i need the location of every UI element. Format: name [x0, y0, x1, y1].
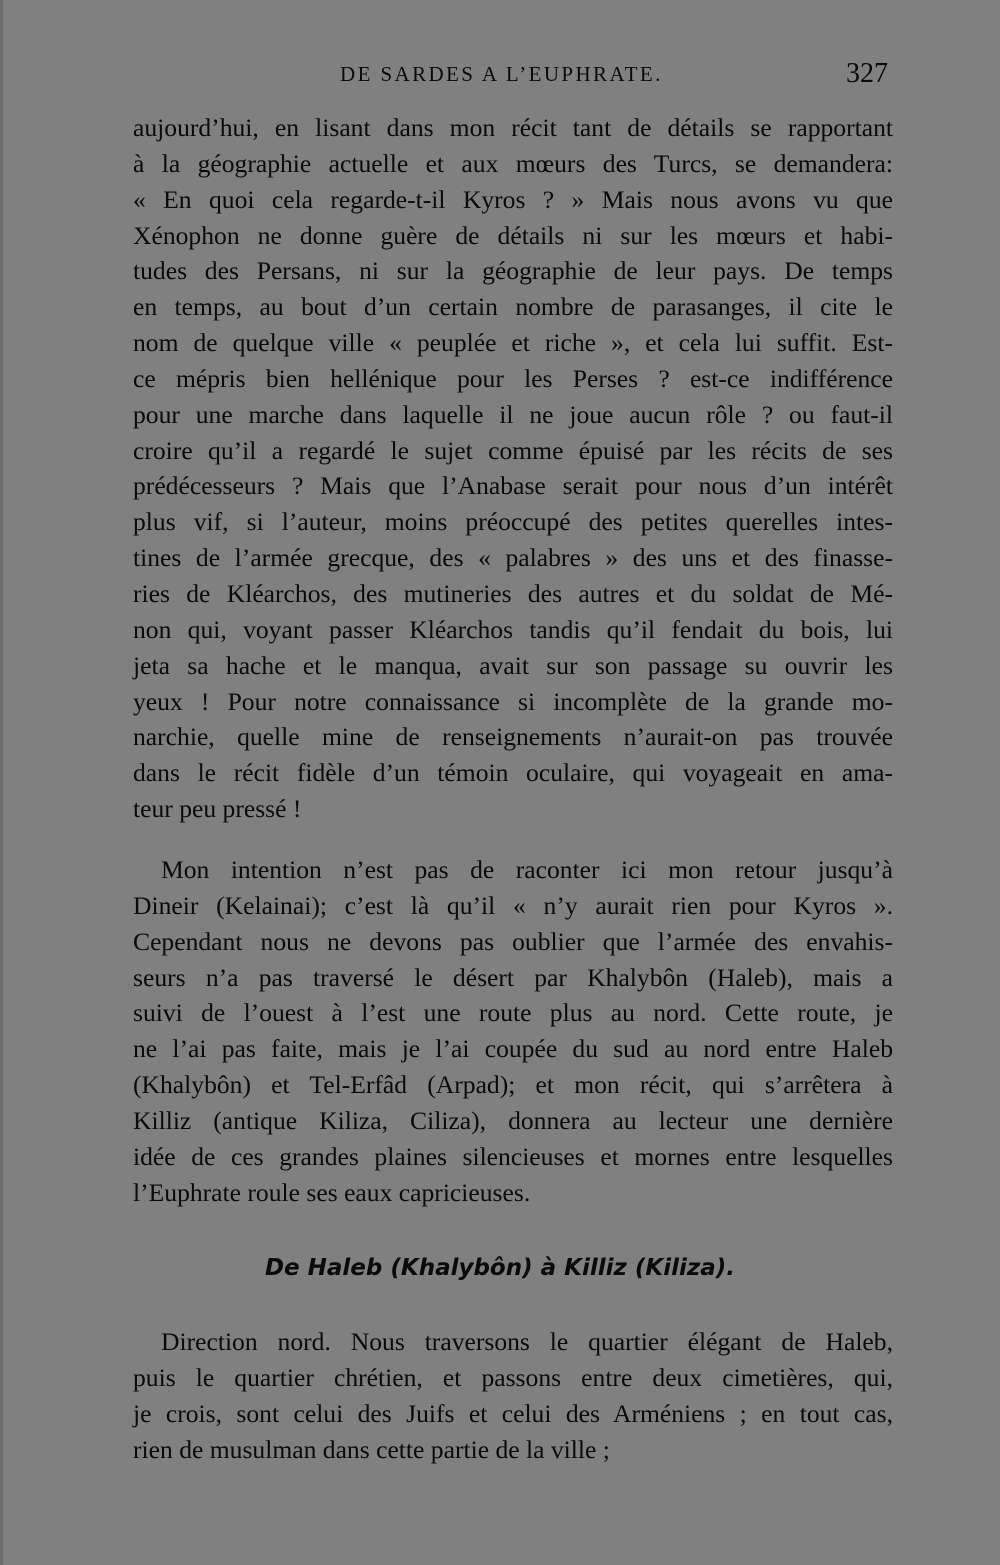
text-line: « En quoi cela regarde-t-il Kyros ? » Mais nous avons vu que — [133, 184, 893, 214]
page-number: 327 — [846, 58, 888, 89]
text-line: Killiz (antique Kiliza, Ciliza), donnera au lecteur une dernière — [133, 1105, 893, 1135]
text-line: ne l’ai pas faite, mais je l’ai coupée du sud au nord entre Haleb — [133, 1034, 893, 1064]
section-heading: De Haleb (Khalybôn) à Killiz (Kiliza). — [264, 1255, 736, 1281]
text-line: seurs n’a pas traversé le désert par Khalybôn (Haleb), mais a — [133, 962, 893, 992]
text-line: idée de ces grandes plaines silencieuses et mornes entre lesquelles — [133, 1141, 893, 1171]
text-line: ries de Kléarchos, des mutineries des autres et du soldat de Mé- — [133, 578, 893, 608]
text-line: puis le quartier chrétien, et passons entre deux cimetières, qui, — [133, 1362, 893, 1392]
text-line: Direction nord. Nous traversons le quartier élégant de Haleb, — [161, 1327, 893, 1356]
running-head: DE SARDES A L’EUPHRATE. — [340, 62, 663, 86]
text-line: tines de l’armée grecque, des « palabres » des uns et des finasse- — [133, 543, 893, 573]
text-line: rien de musulman dans cette partie de la ville ; — [133, 1434, 610, 1464]
paragraph-1 — [133, 110, 893, 827]
text-line: tudes des Persans, ni sur la géographie de leur pays. De temps — [133, 256, 893, 286]
page-edge — [0, 0, 3, 1565]
text-line: prédécesseurs ? Mais que l’Anabase serait pour nous d’un intérêt — [133, 471, 893, 501]
text-line: aujourd’hui, en lisant dans mon récit tant de détails se rapportant — [133, 113, 893, 142]
text-line: Mon intention n’est pas de raconter ici mon retour jusqu’à — [161, 855, 893, 884]
text-line: narchie, quelle mine de renseignements n’aurait-on pas trouvée — [133, 722, 893, 752]
text-line: non qui, voyant passer Kléarchos tandis qu’il fendait du bois, lui — [133, 614, 893, 644]
text-line: jeta sa hache et le manqua, avait sur son passage su ouvrir les — [133, 650, 893, 680]
text-line: pour une marche dans laquelle il ne joue aucun rôle ? ou faut-il — [133, 399, 893, 429]
text-line: en temps, au bout d’un certain nombre de parasanges, il cite le — [133, 292, 893, 322]
text-line: suivi de l’ouest à l’est une route plus au nord. Cette route, je — [133, 998, 893, 1028]
text-line: (Khalybôn) et Tel-Erfâd (Arpad); et mon récit, qui s’arrêtera à — [133, 1070, 893, 1100]
text-line: ce mépris bien hellénique pour les Perses ? est-ce indifférence — [133, 363, 893, 393]
text-line: croire qu’il a regardé le sujet comme épuisé par les récits de ses — [133, 435, 893, 465]
text-line: Dineir (Kelainai); c’est là qu’il « n’y aurait rien pour Kyros ». — [133, 890, 893, 920]
text-line: nom de quelque ville « peuplée et riche », et cela lui suffit. Est- — [133, 328, 893, 358]
text-line: je crois, sont celui des Juifs et celui des Arméniens ; en tout cas, — [133, 1398, 893, 1428]
text-line: plus vif, si l’auteur, moins préoccupé des petites querelles intes- — [133, 507, 893, 537]
text-line: dans le récit fidèle d’un témoin oculaire, qui voyageait en ama- — [133, 758, 893, 788]
paragraph-3 — [133, 1324, 893, 1484]
text-line: yeux ! Pour notre connaissance si incomplète de la grande mo- — [133, 686, 893, 716]
text-line: Cependant nous ne devons pas oublier que l’armée des envahis- — [133, 926, 893, 956]
text-line: teur peu pressé ! — [133, 794, 302, 824]
text-line: l’Euphrate roule ses eaux capricieuses. — [133, 1177, 531, 1207]
text-line: à la géographie actuelle et aux mœurs des Turcs, se demandera: — [133, 148, 893, 178]
paragraph-2 — [133, 852, 893, 1210]
text-line: Xénophon ne donne guère de détails ni sur les mœurs et habi- — [133, 220, 893, 250]
